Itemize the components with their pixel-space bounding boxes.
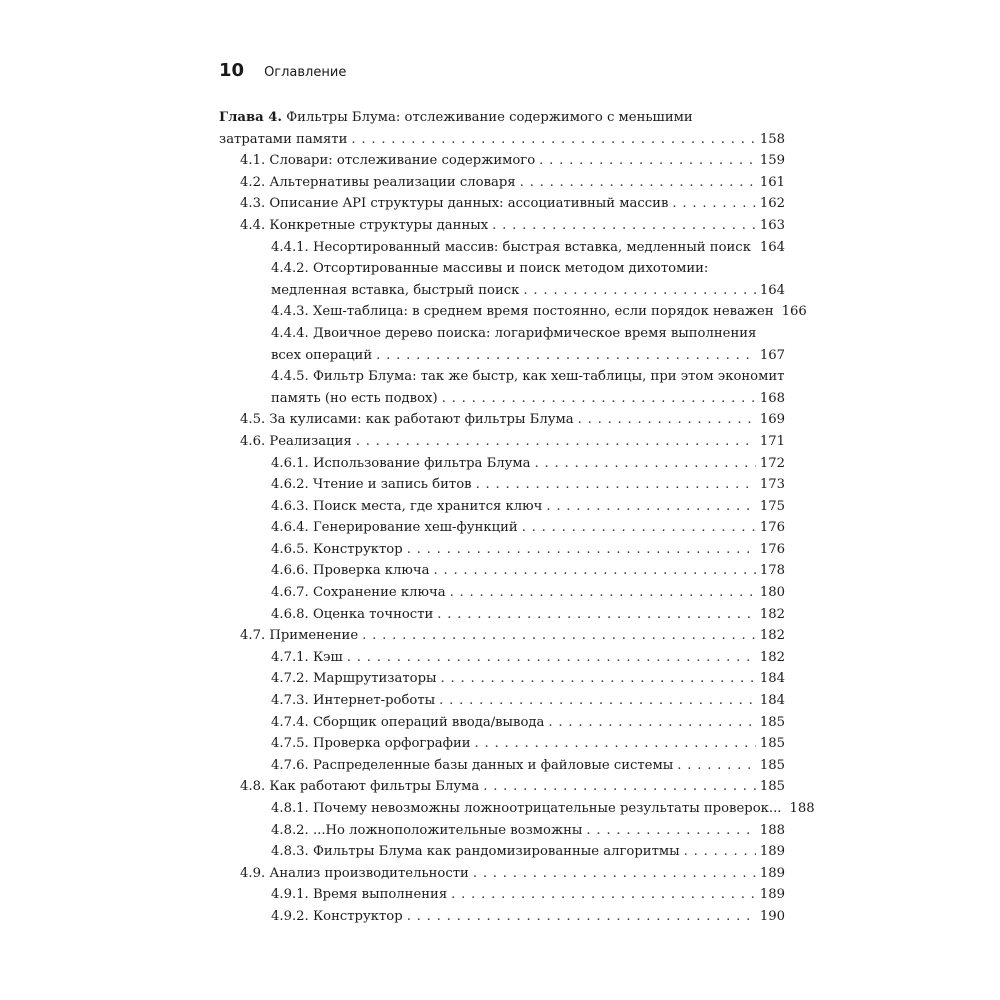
toc-section-entry	[219, 776, 785, 798]
toc-entry-page: 188	[759, 822, 785, 838]
toc-entry-title: 4.6.6. Проверка ключа	[271, 563, 430, 579]
toc-entry-page: 182	[759, 628, 785, 644]
toc-entry-title: память (но есть подвох)	[271, 390, 438, 406]
toc-entry-title: 4.7.4. Сборщик операций ввода/вывода	[271, 714, 545, 730]
toc-subsection-entry	[219, 539, 785, 561]
toc-entry-page: 163	[759, 217, 785, 233]
toc-entry-title: 4.6.5. Конструктор	[271, 541, 403, 557]
toc-entry-page: 167	[759, 347, 785, 363]
toc-section-entry	[219, 625, 785, 647]
toc-subsection-entry	[219, 301, 807, 323]
toc-entry-page: 159	[759, 153, 785, 169]
toc-subsection-entry	[219, 841, 785, 863]
dot-leader	[546, 496, 755, 518]
dot-leader	[451, 884, 756, 906]
toc-section-entry	[219, 409, 785, 431]
toc-entry-title: 4.9.1. Время выполнения	[271, 887, 448, 903]
dot-leader	[586, 820, 755, 842]
toc-entry-page: 176	[759, 520, 785, 536]
toc-entry-page: 172	[759, 455, 785, 471]
dot-leader	[441, 668, 756, 690]
toc-entry-page: 168	[759, 390, 785, 406]
toc-entry-page: 184	[759, 693, 785, 709]
toc-entry-title: 4.8. Как работают фильтры Блума	[240, 779, 480, 795]
toc-entry-page: 161	[759, 174, 785, 190]
toc-subsection-entry	[219, 388, 785, 410]
toc-entry-title: 4.7.6. Распределенные базы данных и файловые системы	[271, 757, 674, 773]
dot-leader	[439, 690, 756, 712]
chapter-entry	[219, 129, 785, 151]
dot-leader	[483, 776, 756, 798]
dot-leader	[548, 712, 755, 734]
dot-leader	[684, 841, 756, 863]
dot-leader	[407, 906, 756, 928]
toc-subsection-entry	[219, 453, 785, 475]
toc-entry-title: медленная вставка, быстрый поиск	[271, 282, 520, 298]
chapter-page: 158	[759, 131, 785, 147]
toc-entry-page: 164	[759, 239, 785, 255]
toc-entry-title: 4.7. Применение	[240, 628, 359, 644]
toc-entry-page: 189	[759, 844, 785, 860]
toc-entry-page: 175	[759, 498, 785, 514]
chapter-title: Фильтры Блума: отслеживание содержимого с меньшими	[282, 110, 693, 125]
chapter-title-line	[219, 107, 785, 129]
dot-leader	[520, 172, 756, 194]
toc-entry-page: 178	[759, 563, 785, 579]
toc-entry-title: всех операций	[271, 347, 373, 363]
toc-subsection-entry	[219, 884, 785, 906]
dot-leader	[523, 280, 755, 302]
dot-leader	[356, 431, 756, 453]
page-number: 10	[219, 60, 245, 81]
toc-entry-title: 4.4.3. Хеш-таблица: в среднем время постоянно, если порядок неважен	[271, 304, 774, 320]
toc-entry-title: 4.7.3. Интернет-роботы	[271, 693, 436, 709]
toc-subsection-entry	[219, 712, 785, 734]
toc-entry-title: 4.8.3. Фильтры Блума как рандомизированные алгоритмы	[271, 844, 680, 860]
toc-entry-title: 4.7.1. Кэш	[271, 649, 343, 665]
toc-subsection-entry	[219, 474, 785, 496]
toc-entry-title: 4.7.5. Проверка орфографии	[271, 736, 471, 752]
dot-leader	[677, 755, 756, 777]
toc-entry-page: 180	[759, 585, 785, 601]
dot-leader	[539, 150, 756, 172]
dot-leader	[578, 409, 756, 431]
toc-subsection-entry	[219, 237, 785, 259]
toc-entry-title: 4.9. Анализ производительности	[240, 865, 469, 881]
toc-entry-title: 4.1. Словари: отслеживание содержимого	[240, 153, 536, 169]
toc-entry-page: 176	[759, 541, 785, 557]
toc-subsection-entry	[219, 604, 785, 626]
toc-entry-page: 171	[759, 433, 785, 449]
toc-entry-title: 4.4. Конкретные структуры данных	[240, 217, 489, 233]
toc-entry-page: 173	[759, 477, 785, 493]
toc-entry-title: 4.9.2. Конструктор	[271, 908, 403, 924]
toc-entry-title: 4.6.3. Поиск места, где хранится ключ	[271, 498, 543, 514]
toc-entry-page: 189	[759, 887, 785, 903]
dot-leader	[535, 453, 756, 475]
toc-subsection-entry	[219, 280, 785, 302]
toc-subsection-entry	[219, 820, 785, 842]
dot-leader	[376, 345, 756, 367]
toc-subsection-entry	[219, 582, 785, 604]
dot-leader	[362, 625, 756, 647]
toc-entry-title: 4.6.1. Использование фильтра Блума	[271, 455, 531, 471]
toc-entry-page: 162	[759, 196, 785, 212]
toc-subsection-entry	[219, 647, 785, 669]
toc-section-entry	[219, 172, 785, 194]
toc-entry-title: 4.4.1. Несортированный массив: быстрая вставка, медленный поиск	[271, 239, 751, 255]
toc-entry-title: 4.5. За кулисами: как работают фильтры Блума	[240, 412, 574, 428]
toc-entry-title-line: 4.4.5. Фильтр Блума: так же быстр, как хеш-таблицы, при этом экономит	[271, 369, 785, 385]
toc-entry-title: 4.3. Описание API структуры данных: ассоциативный массив	[240, 196, 669, 212]
toc-subsection-entry	[219, 906, 785, 928]
toc-section-entry	[219, 431, 785, 453]
dot-leader	[450, 582, 756, 604]
dot-leader	[522, 517, 756, 539]
toc-entry-title: 4.6.2. Чтение и запись битов	[271, 477, 472, 493]
dot-leader	[442, 388, 756, 410]
toc-entry-page: 190	[759, 908, 785, 924]
toc-subsection-entry	[219, 560, 785, 582]
toc-entry-title: 4.7.2. Маршрутизаторы	[271, 671, 437, 687]
toc-entry-page: 185	[759, 736, 785, 752]
toc-section-entry	[219, 150, 785, 172]
dot-leader	[347, 647, 756, 669]
toc-entry-page: 185	[759, 714, 785, 730]
dot-leader	[476, 474, 756, 496]
toc-entry-page: 182	[759, 606, 785, 622]
toc-section-entry	[219, 215, 785, 237]
toc-entry-page: 189	[759, 865, 785, 881]
toc-entry-page: 169	[759, 412, 785, 428]
toc-entry-page: 182	[759, 649, 785, 665]
dot-leader	[433, 560, 755, 582]
toc-entry-title: 4.8.1. Почему невозможны ложноотрицательные результаты проверок...	[271, 801, 782, 816]
running-title: Оглавление	[264, 65, 347, 80]
chapter-prefix: Глава 4.	[219, 110, 283, 125]
toc-entry-page: 166	[781, 304, 807, 320]
toc-entry-page: 184	[759, 671, 785, 687]
dot-leader	[407, 539, 756, 561]
toc-section-entry	[219, 863, 785, 885]
table-of-contents	[219, 107, 815, 928]
toc-entry-title: 4.6.8. Оценка точности	[271, 606, 434, 622]
dot-leader	[473, 863, 756, 885]
toc-subsection-entry	[219, 733, 785, 755]
toc-subsection-entry	[219, 690, 785, 712]
toc-entry-page: 164	[759, 282, 785, 298]
toc-entry-page: 188	[789, 801, 815, 816]
toc-subsection-entry	[219, 345, 785, 367]
toc-subsection-entry	[219, 496, 785, 518]
dot-leader	[437, 604, 756, 626]
toc-entry-title: 4.6.7. Сохранение ключа	[271, 585, 446, 601]
toc-subsection-entry	[219, 755, 785, 777]
toc-entry-page: 185	[759, 757, 785, 773]
toc-entry-title: 4.2. Альтернативы реализации словаря	[240, 174, 516, 190]
toc-subsection-entry	[219, 798, 815, 820]
dot-leader	[672, 193, 755, 215]
toc-entry-title: 4.8.2. ...Но ложноположительные возможны	[271, 822, 583, 838]
chapter-title-continued: затратами памяти	[219, 131, 348, 147]
toc-entry-title-line: 4.4.4. Двоичное дерево поиска: логарифмическое время выполнения	[271, 325, 757, 341]
toc-entry-page: 185	[759, 779, 785, 795]
dot-leader	[492, 215, 756, 237]
toc-subsection-entry	[219, 668, 785, 690]
toc-section-entry	[219, 193, 785, 215]
page-header	[219, 60, 346, 81]
toc-subsection-entry	[219, 517, 785, 539]
toc-entry-title-line: 4.4.2. Отсортированные массивы и поиск методом дихотомии:	[271, 261, 709, 277]
dot-leader	[755, 237, 756, 259]
toc-entry-title: 4.6. Реализация	[240, 433, 352, 449]
dot-leader	[351, 129, 755, 151]
dot-leader	[475, 733, 756, 755]
toc-entry-title: 4.6.4. Генерирование хеш-функций	[271, 520, 518, 536]
